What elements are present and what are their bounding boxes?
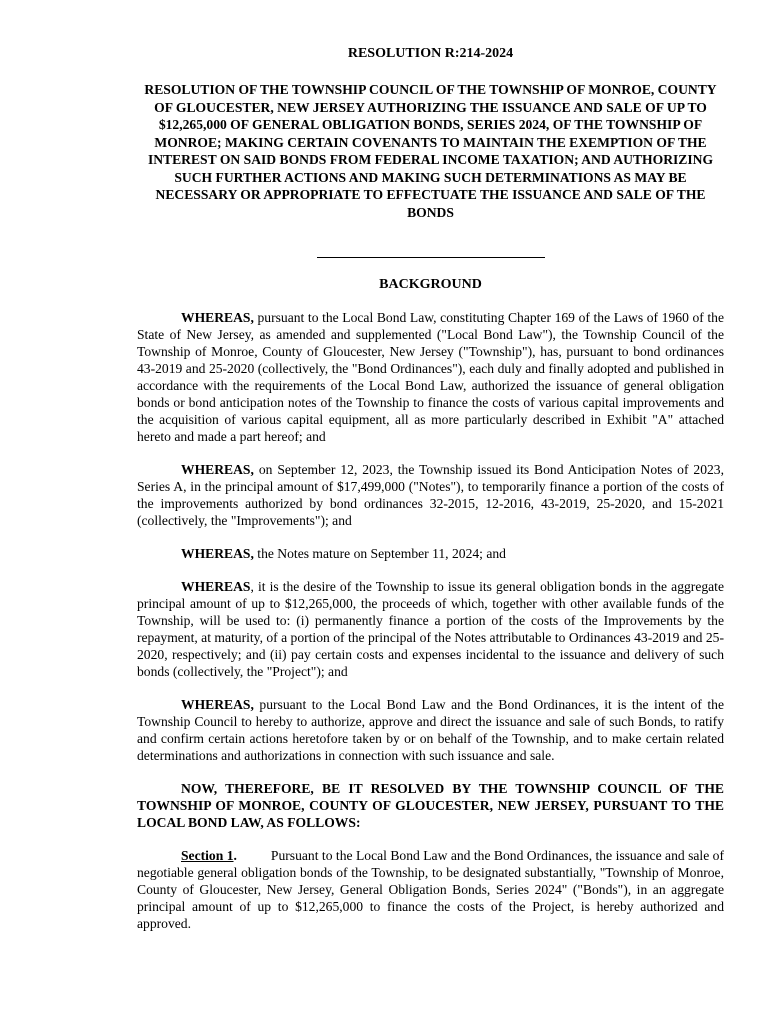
whereas-text: pursuant to the Local Bond Law, constituting Chapter 169 of the Laws of 1960 of the State of New Jersey, as amended and supplemented ("Local Bond Law"), the Township Council of the Township of Monroe, County of Gloucester, New Jersey ("Township"), has, pursuant to bond ordinances 43-2019 and 25-2020 (collectively, the "Bond Ordinances"), each duly and finally adopted and published in accordance with the requirements of the Local Bond Law, authorized the issuance of general obligation bonds or bond anticipation notes of the Township to finance the costs of various capital improvements and the acquisition of various capital equipment, all as more particularly described in Exhibit "A" attached hereto and made a part hereof; and xyxy=(137,310,724,444)
title-divider xyxy=(317,257,545,258)
whereas-text: the Notes mature on September 11, 2024; and xyxy=(253,546,506,561)
whereas-paragraph-3 xyxy=(137,545,724,562)
whereas-lead: WHEREAS, xyxy=(181,462,254,477)
section-1-paragraph xyxy=(137,847,724,932)
resolution-title: RESOLUTION OF THE TOWNSHIP COUNCIL OF THE TOWNSHIP OF MONROE, COUNTY OF GLOUCESTER, NEW JERSEY AUTHORIZING THE ISSUANCE AND SALE OF UP TO $12,265,000 OF GENERAL OBLIGATION BONDS, SERIES 2024, OF THE TOWNSHIP OF MONROE; MAKING CERTAIN COVENANTS TO MAINTAIN THE EXEMPTION OF THE INTEREST ON SAID BONDS FROM FEDERAL INCOME TAXATION; AND AUTHORIZING SUCH FURTHER ACTIONS AND MAKING SUCH DETERMINATIONS AS MAY BE NECESSARY OR APPROPRIATE TO EFFECTUATE THE ISSUANCE AND SALE OF THE BONDS xyxy=(144,82,717,220)
section-1-label-punct: . xyxy=(233,848,237,863)
whereas-text: pursuant to the Local Bond Law and the Bond Ordinances, it is the intent of the Township Council to hereby to authorize, approve and direct the issuance and sale of such Bonds, to ratify and confirm certain actions heretofore taken by or on behalf of the Township, and to make certain related determinations and authorizations in connection with such issuance and sale. xyxy=(137,697,724,763)
section-1-label: Section 1 xyxy=(181,848,234,863)
whereas-lead: WHEREAS xyxy=(181,579,251,594)
whereas-lead: WHEREAS, xyxy=(181,310,254,325)
whereas-paragraph-2 xyxy=(137,461,724,529)
resolved-clause: NOW, THEREFORE, BE IT RESOLVED BY THE TOWNSHIP COUNCIL OF THE TOWNSHIP OF MONROE, COUNTY OF GLOUCESTER, NEW JERSEY, PURSUANT TO THE LOCAL BOND LAW, AS FOLLOWS: xyxy=(137,781,724,830)
whereas-paragraph-1 xyxy=(137,309,724,445)
whereas-paragraph-4 xyxy=(137,578,724,680)
whereas-paragraph-5 xyxy=(137,696,724,764)
whereas-text: on September 12, 2023, the Township issued its Bond Anticipation Notes of 2023, Series A, in the principal amount of $17,499,000 ("Notes"), to temporarily finance a portion of the costs of the improvements authorized by bond ordinances 32-2015, 12-2016, 43-2019, 25-2020, and 15-2021 (collectively, the "Improvements"); and xyxy=(137,462,724,528)
whereas-lead: WHEREAS, xyxy=(181,546,254,561)
resolution-number: RESOLUTION R:214-2024 xyxy=(347,46,514,61)
section-1-text: Pursuant to the Local Bond Law and the Bond Ordinances, the issuance and sale of negotiable general obligation bonds of the Township, to be designated substantially, "Township of Monroe, County of Gloucester, New Jersey, General Obligation Bonds, Series 2024" ("Bonds"), in an aggregate principal amount of up to $12,265,000 to finance the costs of the Project, is hereby authorized and approved. xyxy=(137,848,724,931)
whereas-lead: WHEREAS, xyxy=(181,697,254,712)
whereas-text: , it is the desire of the Township to issue its general obligation bonds in the aggregate principal amount of up to $12,265,000, the proceeds of which, together with other available funds of the Township, will be used to: (i) permanently finance a portion of the costs of the Improvements by the repayment, at maturity, of a portion of the principal of the Notes attributable to Ordinances 43-2019 and 25-2020, respectively; and (ii) pay certain costs and expenses incidental to the issuance and delivery of such bonds (collectively, the "Project"); and xyxy=(137,579,724,679)
background-heading: BACKGROUND xyxy=(379,277,482,292)
